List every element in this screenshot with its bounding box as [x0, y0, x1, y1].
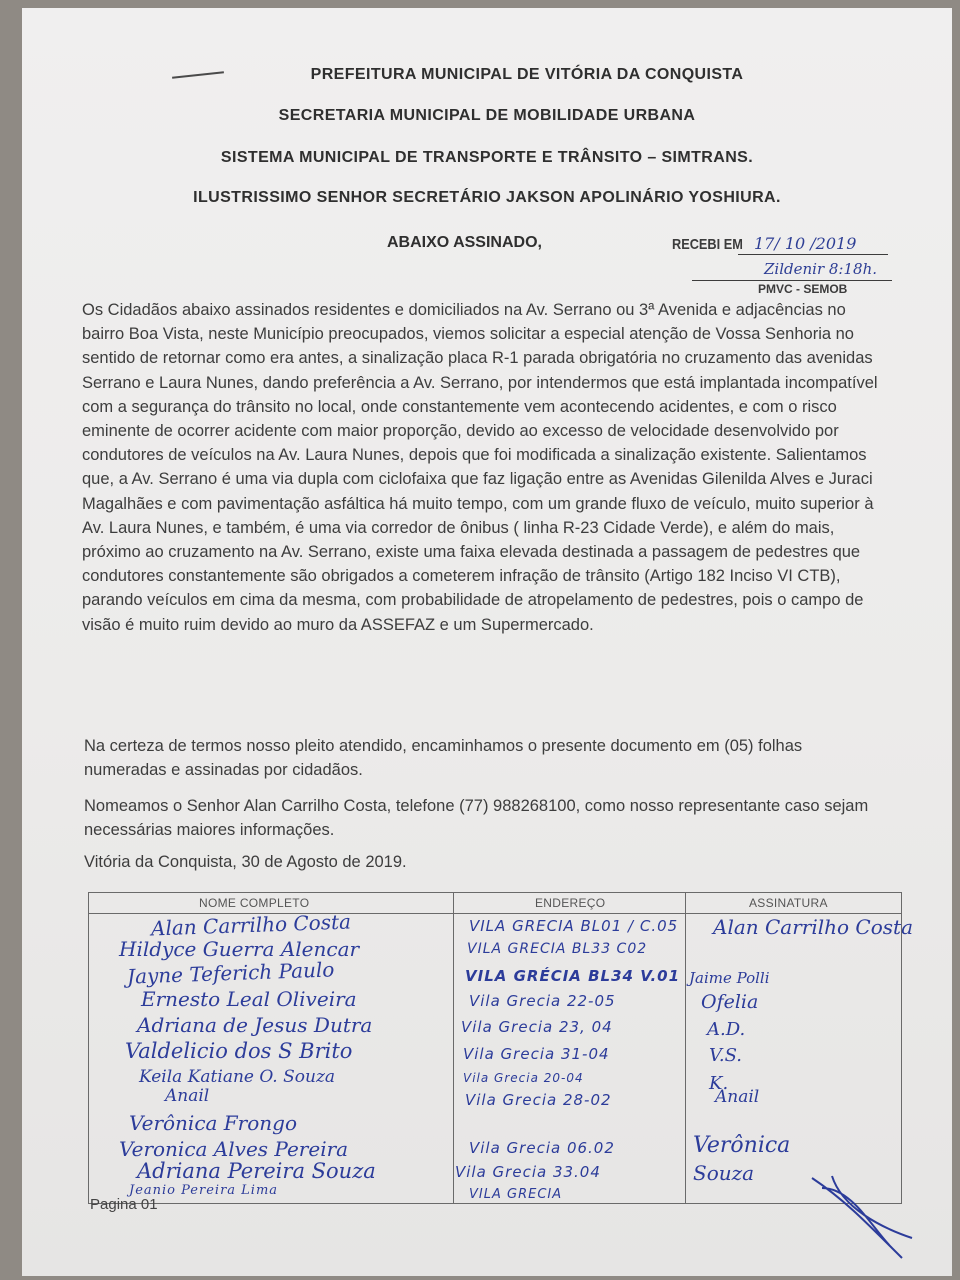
- row-address: Vila Grecia 22-05: [469, 992, 616, 1010]
- page-number: Pagina 01: [90, 1196, 158, 1213]
- row-name: Veronica Alves Pereira: [119, 1137, 349, 1161]
- row-address: Vila Grecia 28-02: [465, 1091, 612, 1109]
- header-name: NOME COMPLETO: [199, 896, 310, 910]
- row-name: Valdelicio dos S Brito: [125, 1039, 353, 1063]
- row-name: Keila Katiane O. Souza: [139, 1067, 336, 1087]
- column-divider: [685, 893, 686, 1203]
- document-page: [22, 8, 952, 1276]
- signature-scribble-icon: [802, 1168, 922, 1268]
- row-name: Jayne Teferich Paulo: [126, 957, 335, 989]
- row-name: Anail: [165, 1086, 210, 1106]
- body-paragraph-2: Na certeza de termos nosso pleito atendido, encaminhamos o presente documento em (05) folhas numeradas e assinadas por cidadãos.: [84, 737, 803, 779]
- row-signature: V.S.: [709, 1045, 742, 1066]
- row-signature: A.D.: [707, 1019, 746, 1040]
- signature-table: [88, 892, 913, 1204]
- header-line-2: SECRETARIA MUNICIPAL DE MOBILIDADE URBANA: [278, 107, 696, 124]
- row-address: Vila Grecia 20-04: [463, 1071, 584, 1085]
- row-address: Vila Grecia 33.04: [455, 1163, 601, 1181]
- receipt-date: 17/ 10 /2019: [754, 234, 857, 253]
- header-line-4: ILUSTRISSIMO SENHOR SECRETÁRIO JAKSON APOLINÁRIO YOSHIURA.: [193, 189, 781, 206]
- row-signature: Anail: [715, 1087, 760, 1107]
- row-name: Hildyce Guerra Alencar: [119, 937, 360, 961]
- body-paragraph-3: Nomeamos o Senhor Alan Carrilho Costa, telefone (77) 988268100, como nosso representante caso sejam necessárias maiores informações.: [84, 797, 869, 839]
- header-address: ENDEREÇO: [535, 896, 606, 910]
- row-address: Vila Grecia 31-04: [463, 1045, 610, 1063]
- receipt-department: PMVC - SEMOB: [758, 282, 848, 296]
- receipt-signature: Zildenir 8:18h.: [764, 260, 878, 278]
- row-signature: K.: [709, 1073, 729, 1094]
- header-line-1: PREFEITURA MUNICIPAL DE VITÓRIA DA CONQUISTA: [310, 66, 744, 83]
- row-name: Adriana de Jesus Dutra: [137, 1013, 373, 1037]
- row-name: Jeanio Pereira Lima: [129, 1183, 279, 1198]
- date-line: Vitória da Conquista, 30 de Agosto de 2019.: [84, 853, 407, 871]
- row-address: VILA GRECIA: [469, 1187, 563, 1202]
- row-name: Ernesto Leal Oliveira: [141, 987, 357, 1011]
- row-address: Vila Grecia 23, 04: [461, 1018, 613, 1036]
- column-divider: [453, 893, 454, 1203]
- row-signature: Jaime Polli: [689, 969, 770, 987]
- row-signature: Alan Carrilho Costa: [713, 915, 913, 939]
- document-title: ABAIXO ASSINADO,: [387, 234, 542, 251]
- row-name: Verônica Frongo: [129, 1111, 298, 1135]
- receipt-stamp: [672, 234, 932, 304]
- header-signature: ASSINATURA: [749, 896, 828, 910]
- row-signature: Verônica: [693, 1133, 791, 1158]
- row-signature: Ofelia: [701, 991, 759, 1013]
- receipt-underline: [738, 254, 888, 255]
- row-address: VILA GRECIA BL01 / C.05: [469, 917, 679, 935]
- row-signature: Souza: [693, 1161, 755, 1185]
- row-name: Alan Carrilho Costa: [150, 909, 352, 941]
- header-line-3: SISTEMA MUNICIPAL DE TRANSPORTE E TRÂNSITO – SIMTRANS.: [220, 149, 754, 166]
- body-paragraph-1: Os Cidadãos abaixo assinados residentes e domiciliados na Av. Serrano ou 3ª Avenida e adjacências no bairro Boa Vista, neste Município preocupados, viemos solicitar a especial atenção de Vossa Senhoria no sentido de retornar como era antes, a sinalização placa R-1 parada obrigatória no cruzamento das avenidas Serrano e Laura Nunes, dando preferência a Av. Serrano, por intendermos que está implantada incompatível com a segurança do trânsito no local, onde constantemente vem acontecendo acidentes, e com o risco eminente de ocorrer acidente com maior proporção, devido ao excesso de velocidade desenvolvido por condutores de veículos na Av. Laura Nunes, depois que foi modificada a sinalização existente. Salientamos que, a Av. Serrano é uma via dupla com ciclofaixa que faz ligação entre as Avenidas Gilenilda Alves e Juraci Magalhães e com pavimentação asfáltica há muito tempo, com um grande fluxo de veículo, muito superior à Av. Laura Nunes, e também, é uma via corredor de ônibus ( linha R-23 Cidade Verde), e além do mais, próximo ao cruzamento na Av. Serrano, existe uma faixa elevada destinada a passagem de pedestres que condutores constantemente são obrigados a cometerem infração de trânsito (Artigo 182 Inciso VI CTB), parando veículos em cima da mesma, com probabilidade de atropelamento de pedestres, pois o campo de visão é muito ruim devido ao muro da ASSEFAZ e um Supermercado.: [82, 301, 878, 634]
- row-address: VILA GRÉCIA BL34 V.01: [465, 967, 681, 985]
- row-address: Vila Grecia 06.02: [469, 1139, 615, 1157]
- receipt-label: RECEBI EM: [672, 236, 743, 253]
- receipt-signature-line: [692, 280, 892, 281]
- row-address: VILA GRECIA BL33 C02: [467, 941, 648, 957]
- row-name: Adriana Pereira Souza: [137, 1159, 376, 1183]
